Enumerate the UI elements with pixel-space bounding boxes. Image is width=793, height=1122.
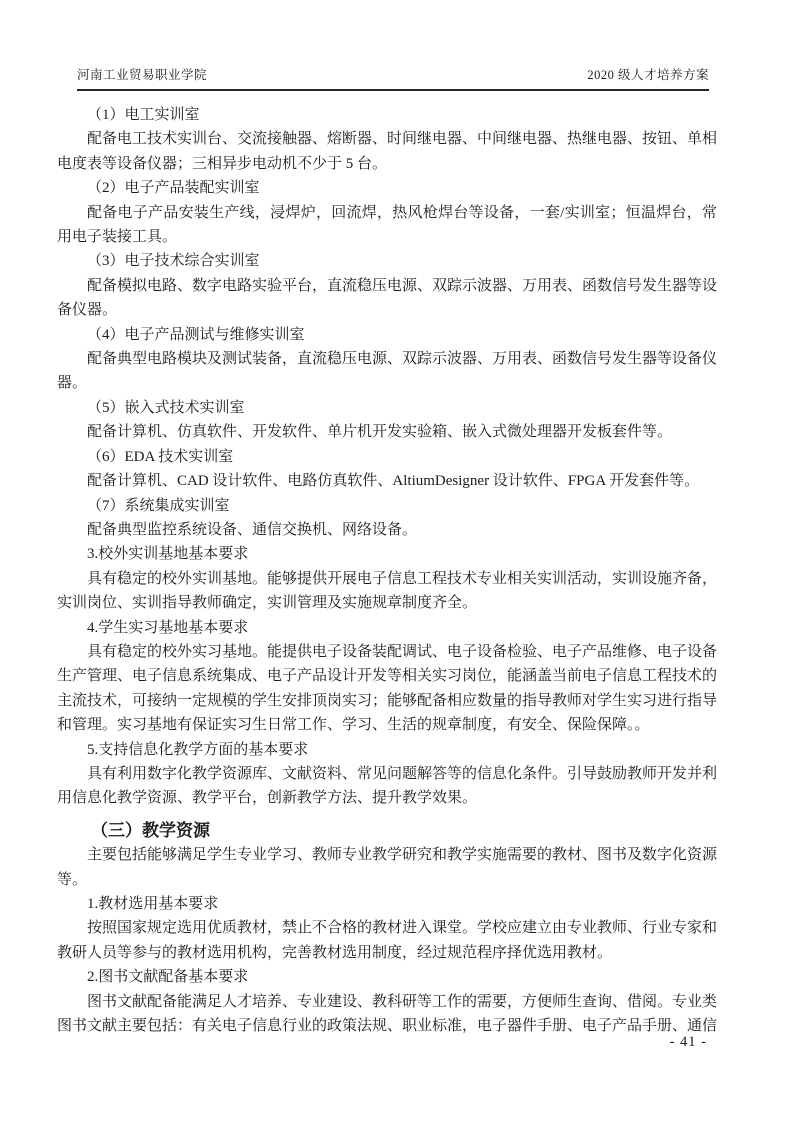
item-title: 4.学生实习基地基本要求 [87, 619, 249, 636]
paragraph: 配备典型监控系统设备、通信交换机、网络设备。 [87, 521, 418, 538]
paragraph: 具有利用数字化教学资源库、文献资料、常见问题解答等的信息化条件。引导鼓励教师开发并利用信息化教学资源、教学平台，创新教学方法、提升教学效果。 [57, 765, 718, 807]
item-title: （4）电子产品测试与维修实训室 [87, 326, 305, 343]
section-heading: （三）教学资源 [91, 820, 210, 840]
item-title: （1）电工实训室 [87, 107, 200, 123]
item-title: 3.校外实训基地基本要求 [87, 546, 249, 563]
paragraph: 配备计算机、仿真软件、开发软件、单片机开发实验箱、嵌入式微处理器开发板套件等。 [87, 424, 673, 441]
item-title: （3）电子技术综合实训室 [87, 253, 260, 270]
item-title: （2）电子产品装配实训室 [87, 180, 260, 197]
item-title: 1.教材选用基本要求 [87, 896, 219, 912]
item-title: （6）EDA 技术实训室 [87, 448, 234, 465]
paragraph: 图书文献配备能满足人才培养、专业建设、教科研等工作的需要，方便师生查询、借阅。专业类图书文献主要包括：有关电子信息行业的政策法规、职业标准，电子器件手册、电子产品手册、通信 [57, 993, 718, 1035]
header-doc-title: 2020 级人才培养方案 [587, 68, 709, 82]
item-title: （7）系统集成实训室 [87, 497, 230, 514]
item-title: （5）嵌入式技术实训室 [87, 399, 245, 416]
header-school-name: 河南工业贸易职业学院 [77, 68, 208, 82]
paragraph: 具有稳定的校外实习基地。能提供电子设备装配调试、电子设备检验、电子产品维修、电子设备生产管理、电子信息系统集成、电子产品设计开发等相关实习岗位，能涵盖当前电子信息工程技术的主流技术，可接纳一定规模的学生安排顶岗实习；能够配备相应数量的指导教师对学生实习进行指导和管理。实习基地有保证实习生日常工作、学习、生活的规章制度，有安全、保险保障。。 [57, 643, 718, 734]
document-body [57, 103, 717, 1038]
page-number: - 41 - [669, 1034, 707, 1050]
paragraph: 配备模拟电路、数字电路实验平台，直流稳压电源、双踪示波器、万用表、函数信号发生器等设备仪器。 [57, 277, 718, 319]
paragraph: 配备典型电路模块及测试装备，直流稳压电源、双踪示波器、万用表、函数信号发生器等设备仪器。 [57, 351, 718, 392]
paragraph: 具有稳定的校外实训基地。能够提供开展电子信息工程技术专业相关实训活动，实训设施齐备，实训岗位、实训指导教师确定，实训管理及实施规章制度齐全。 [57, 570, 718, 612]
paragraph: 主要包括能够满足学生专业学习、教师专业教学研究和教学实施需要的教材、图书及数字化资源等。 [57, 847, 718, 888]
paragraph: 配备电工技术实训台、交流接触器、熔断器、时间继电器、中间继电器、热继电器、按钮、单相电度表等设备仪器；三相异步电动机不少于 5 台。 [57, 131, 718, 172]
paragraph: 配备电子产品安装生产线，浸焊炉，回流焊，热风枪焊台等设备，一套/实训室；恒温焊台，常用电子装接工具。 [57, 204, 717, 246]
item-title: 2.图书文献配备基本要求 [87, 969, 249, 986]
item-title: 5.支持信息化教学方面的基本要求 [87, 741, 309, 758]
paragraph: 按照国家规定选用优质教材，禁止不合格的教材进入课堂。学校应建立由专业教师、行业专家和教研人员等参与的教材选用机构，完善教材选用制度，经过规范程序择优选用教材。 [57, 920, 718, 961]
page-header [77, 67, 709, 91]
paragraph: 配备计算机、CAD 设计软件、电路仿真软件、AltiumDesigner 设计软件、FPGA 开发套件等。 [87, 473, 700, 490]
